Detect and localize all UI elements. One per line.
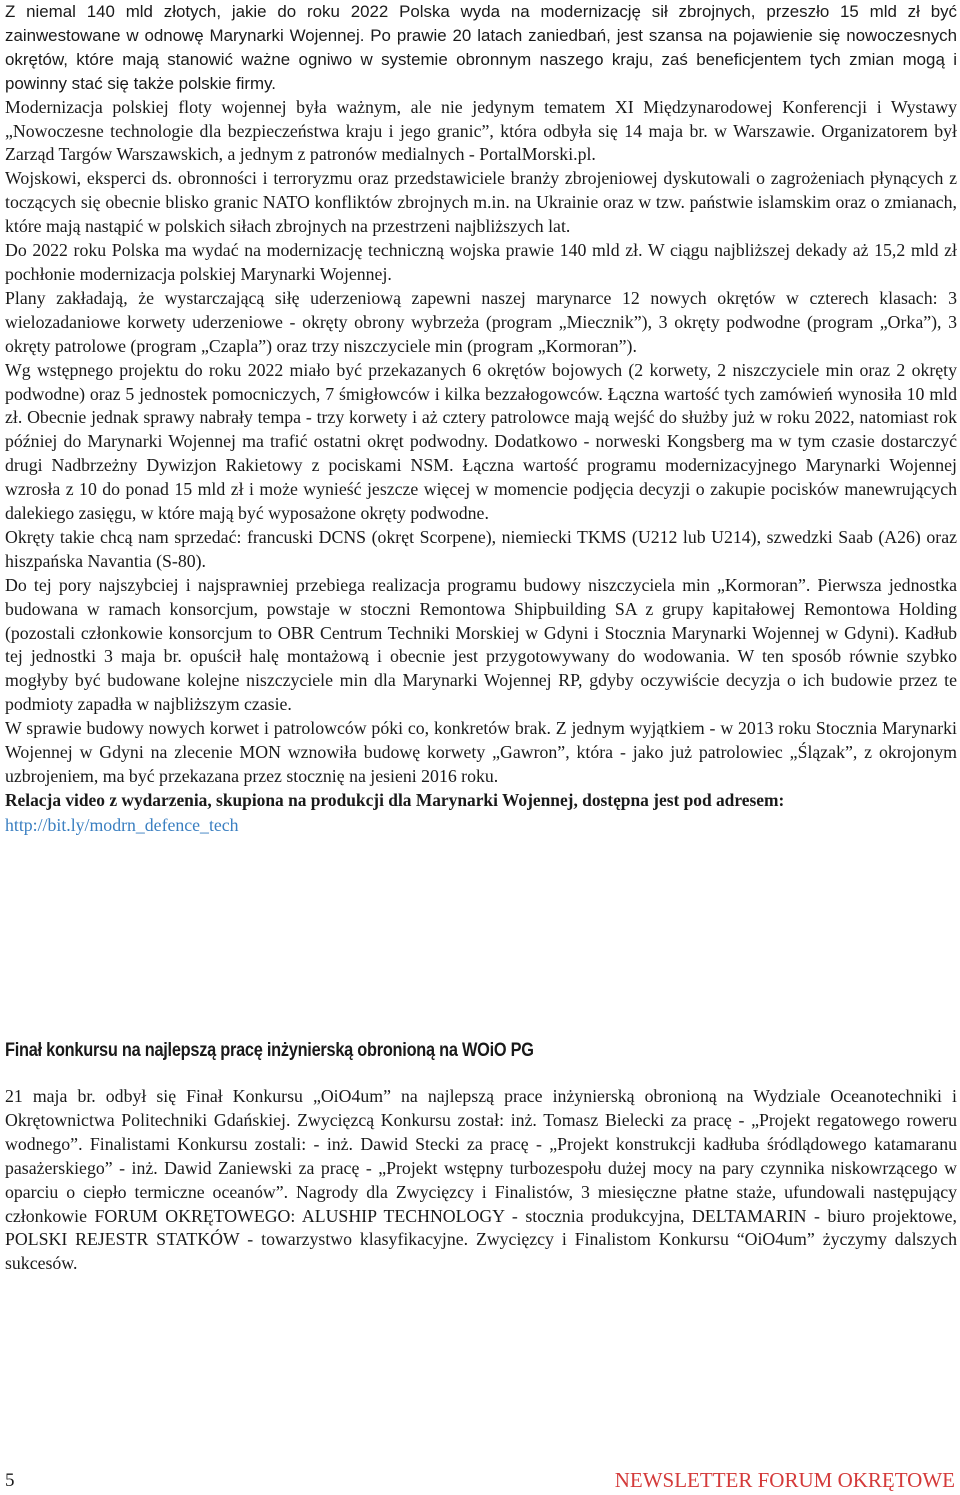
paragraph-offers: Okręty takie chcą nam sprzedać: francuski DCNS (okręt Scorpene), niemiecki TKMS (U212 lub U214), szwedzki Saab (A26) oraz hiszpańska Navantia (S-80). [5, 526, 957, 571]
publication-name: FORUM OKRĘTOWE [757, 1468, 955, 1492]
paragraph-initial-project: Wg wstępnego projektu do roku 2022 miało być przekazanych 6 okrętów bojowych (2 korwety, 2 niszczyciele min oraz 2 okręty podwodne) oraz 5 jednostek pomocniczych, 7 śmigłowców i kilka bezzałogowców. Łączna wartość tych zamówień wynosiła 10 mld zł. Obecnie jednak sprawy nabrały tempa - trzy korwety i aż cztery patrolowce mają wejść do służby już w roku 2022, natomiast rok później do Marynarki Wojennej ma trafić ostatni okręt podwodny. Dodatkowo - norweski Kongsberg ma w tym czasie dostarczyć drugi Nadbrzeżny Dywizjon Rakietowy z pociskami NSM. Łączna wartość programu modernizacyjnego Marynarki Wojennej wzrosła z 10 do ponad 15 mld zł i może wynieść jeszcze więcej w momencie podjęcia decyzji o zakupie pocisków manewrujących dalekiego zasięgu, w które mają być wyposażone okręty podwodne. [5, 359, 957, 524]
newsletter-title [615, 1468, 955, 1493]
section-heading: Finał konkursu na najlepszą pracę inżynierską obronioną na WOiO PG [5, 1040, 534, 1061]
paragraph-intro: Z niemal 140 mld złotych, jakie do roku 2022 Polska wyda na modernizację sił zbrojnych, przeszło 15 mld zł być zainwestowane w odnowę Marynarki Wojennej. Po prawie 20 latach zaniedbań, jest szansa na pojawienie się nowoczesnych okrętów, które mają stanowić ważne ogniwo w systemie obronnym naszego kraju, zaś beneficjentem tych zmian mogą i powinny stać się także polskie firmy. [5, 2, 957, 93]
paragraph-budget: Do 2022 roku Polska ma wydać na modernizację techniczną wojska prawie 140 mld zł. W ciągu najbliższej dekady aż 15,2 mld zł pochłonie modernizacja polskiej Marynarki Wojennej. [5, 240, 957, 284]
page-number: 5 [5, 1470, 15, 1491]
article-navy-modernization [5, 0, 957, 837]
paragraph-experts: Wojskowi, eksperci ds. obronności i terroryzmu oraz przedstawiciele branży zbrojeniowej dyskutowali o zagrożeniach płynących z toczących się obecnie blisko granic NATO konfliktów zbrojnych m.in. na Ukrainie oraz w tzw. państwie islamskim oraz o zmianach, które mają nastąpić w polskich siłach zbrojnych na przestrzeni najbliższych lat. [5, 168, 957, 237]
paragraph-contest: 21 maja br. odbył się Finał Konkursu „OiO4um” na najlepszą prace inżynierską obronioną na Wydziale Oceanotechniki i Okrętownictwa Politechniki Gdańskiej. Zwycięzcą Konkursu został: inż. Tomasz Bielecki za pracę - „Projekt regatowego roweru wodnego”. Finalistami Konkursu zostali: - inż. Dawid Stecki za pracę - „Projekt konstrukcji kadłuba śródlądowego katamaranu pasażerskiego” - inż. Dawid Zaniewski za pracę - „Projekt wstępny turbozespołu dużej mocy na pary czynnika niskowrzącego w oparciu o ciepło termiczne oceanów”. Nagrody dla Zwycięzcy i Finalistów, 3 miesięczne płatne staże, ufundowali następujący członkowie FORUM OKRĘTOWEGO: ALUSHIP TECHNOLOGY - stocznia produkcyjna, DELTAMARIN - biuro projektowe, POLSKI REJESTR STATKÓW - towarzystwo klasyfikacyjne. Zwycięzcy i Finalistom Konkursu “OiO4um” życzymy dalszych sukcesów. [5, 1086, 957, 1274]
article-engineering-contest [5, 1085, 957, 1276]
newsletter-word: NEWSLETTER [614, 1468, 753, 1492]
page-footer [5, 1470, 955, 1492]
paragraph-corvettes: W sprawie budowy nowych korwet i patrolowców póki co, konkretów brak. Z jednym wyjątkiem - w 2013 roku Stocznia Marynarki Wojennej w Gdyni na zlecenie MON wznowiła budowę korwety „Gawron”, która - jako już patrolowiec „Ślązak”, z okrojonym uzbrojeniem, ma być przekazana przez stocznię na jesieni 2016 roku. [5, 718, 957, 786]
video-note: Relacja video z wydarzenia, skupiona na produkcji dla Marynarki Wojennej, dostępna jest pod adresem: [5, 789, 785, 810]
paragraph-kormoran: Do tej pory najszybciej i najsprawniej przebiega realizacja programu budowy niszczyciela min „Kormoran”. Pierwsza jednostka budowana w ramach konsorcjum, powstaje w stoczni Remontowa Shipbuilding SA z grupy kapitałowej Remontowa Holding (pozostali członkowie konsorcjum to OBR Centrum Techniki Morskiej w Gdyni i Stocznia Marynarki Wojennej w Gdyni). Kadłub tej jednostki 3 maja br. opuścił halę montażową i obecnie jest przygotowywany do wodowania. W ten sposób równie szybko mogłyby być budowane kolejne niszczyciele min dla Marynarki Wojennej RP, gdyby oczywiście decyzja o ich budowie przez te podmioty zapadła w najbliższym czasie. [5, 574, 957, 715]
article-newsletter-page [5, 0, 957, 1274]
video-link[interactable]: http://bit.ly/modrn_defence_tech [5, 814, 239, 835]
paragraph-conference: Modernizacja polskiej floty wojennej była ważnym, ale nie jedynym tematem XI Międzynarodowej Konferencji i Wystawy „Nowoczesne technologie dla bezpieczeństwa kraju i jego granic”, która odbyła się 14 maja br. w Warszawie. Organizatorem był Zarząd Targów Warszawskich, a jednym z patronów medialnych - PortalMorski.pl. [5, 96, 957, 165]
paragraph-plans: Plany zakładają, że wystarczającą siłę uderzeniową zapewni naszej marynarce 12 nowych okrętów w czterech klasach: 3 wielozadaniowe korwety uderzeniowe - okręty obrony wybrzeża (program „Miecznik”), 3 okręty podwodne (program „Orka”), 3 okręty patrolowe (program „Czapla”) oraz trzy niszczyciele min (program „Kormoran”). [5, 287, 957, 356]
